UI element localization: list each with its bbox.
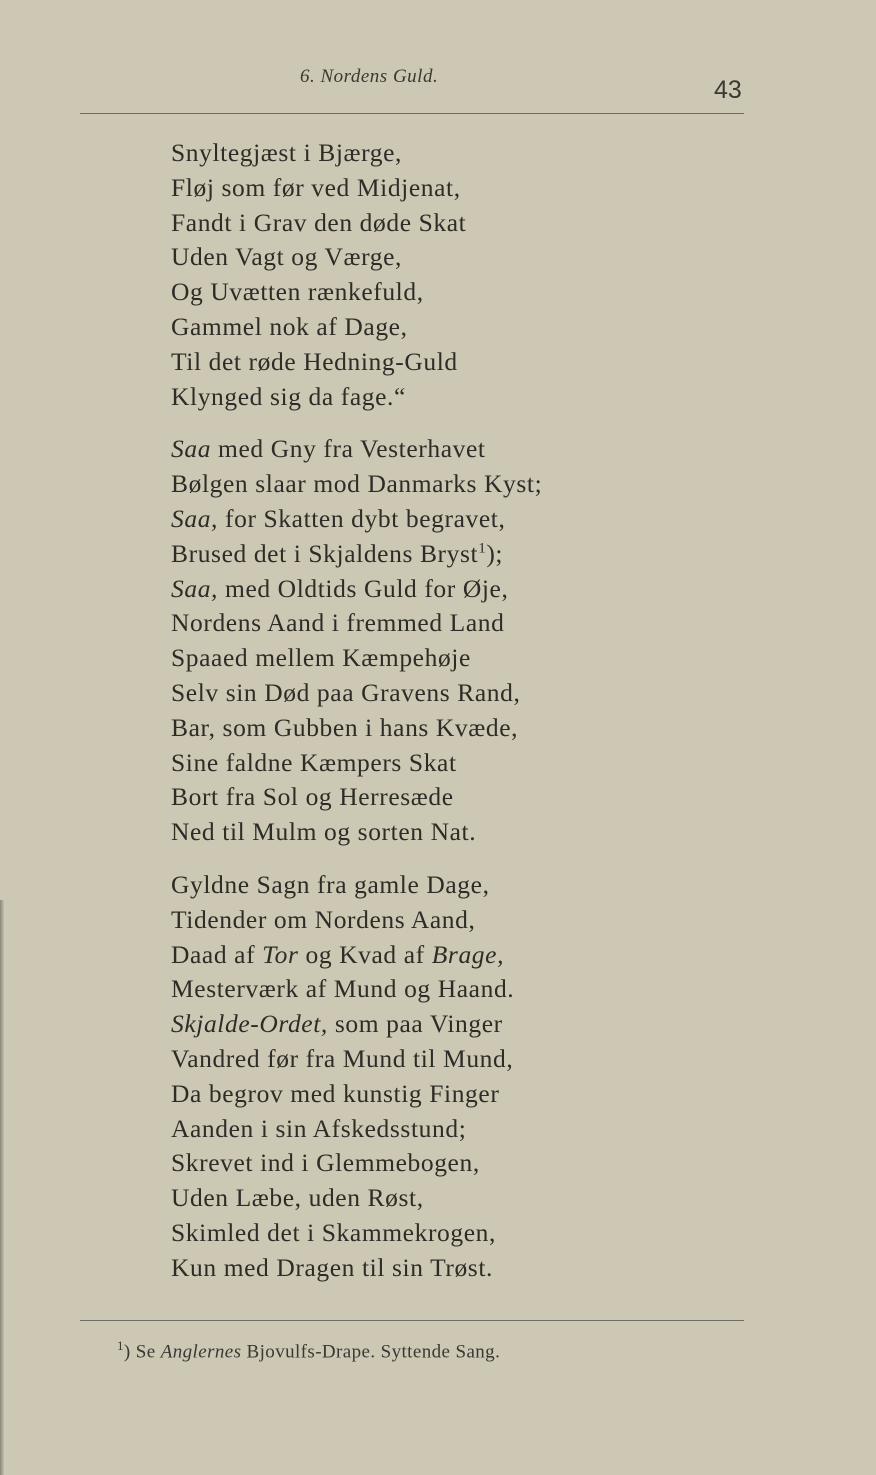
line-text: Uden Vagt og Værge, (171, 242, 402, 272)
poem-line (171, 380, 731, 415)
header-rule (80, 113, 744, 114)
line-text: Uden Læbe, uden Røst, (171, 1183, 424, 1213)
italic-text: Tor (262, 939, 299, 969)
poem-body (171, 136, 731, 1304)
line-text: Skimled det i Skammekrogen, (171, 1217, 496, 1247)
italic-text: Saa, (171, 573, 219, 603)
footnote-rest: Bjovulfs-Drape. Syttende Sang. (241, 1341, 501, 1363)
poem-line (171, 310, 731, 345)
poem-line (171, 467, 731, 502)
footnote-italic-title: Anglernes (160, 1341, 242, 1363)
stanza (171, 136, 731, 414)
italic-text: Brage, (431, 939, 505, 969)
line-text: Brused det i Skjaldens Bryst (171, 538, 479, 568)
poem-line (171, 572, 731, 607)
footnote-marker: 1 (117, 1338, 124, 1353)
poem-line (171, 1146, 731, 1181)
line-text: Mesterværk af Mund og Haand. (171, 974, 515, 1004)
poem-line (171, 136, 731, 171)
line-text: Da begrov med kunstig Finger (171, 1078, 500, 1108)
poem-line (171, 240, 731, 275)
stanza (171, 868, 731, 1286)
poem-line (171, 1042, 731, 1077)
line-text: Gammel nok af Dage, (171, 311, 408, 341)
page-number: 43 (714, 76, 742, 104)
poem-line (171, 345, 731, 380)
poem-line (171, 537, 731, 572)
poem-line (171, 606, 731, 641)
line-text: Og Uvætten rænkefuld, (171, 277, 424, 307)
line-text: Daad af (171, 939, 263, 969)
line-text: Snyltegjæst i Bjærge, (171, 138, 403, 167)
poem-line (171, 1007, 731, 1042)
poem-line (171, 206, 731, 241)
poem-line (171, 746, 731, 781)
poem-line (171, 1251, 731, 1286)
running-head: 6. Nordens Guld. (300, 66, 439, 87)
footnote-marker-close: ) (123, 1341, 131, 1363)
line-text: Klynged sig da fage.“ (171, 381, 406, 411)
poem-line (171, 432, 731, 467)
line-text: Ned til Mulm og sorten Nat. (171, 817, 477, 847)
poem-line (171, 171, 731, 206)
line-text: Til det røde Hedning-Guld (171, 346, 458, 376)
poem-line (171, 711, 731, 746)
line-text: Gyldne Sagn fra gamle Dage, (171, 869, 490, 899)
poem-line (171, 1181, 731, 1216)
italic-text: Saa, (171, 503, 219, 533)
poem-line (171, 868, 731, 903)
line-text: og Kvad af (298, 939, 432, 969)
line-text: med Oldtids Guld for Øje, (218, 573, 509, 603)
line-text: Aanden i sin Afskedsstund; (171, 1113, 467, 1143)
poem-line (171, 1112, 731, 1147)
footnote-rule (80, 1320, 744, 1321)
poem-line (171, 1077, 731, 1112)
line-text: Vandred før fra Mund til Mund, (171, 1043, 514, 1073)
line-text: Kun med Dragen til sin Trøst. (171, 1252, 493, 1282)
line-text: Bølgen slaar mod Danmarks Kyst; (171, 469, 543, 499)
line-text: Fandt i Grav den døde Skat (171, 207, 467, 237)
line-text: med Gny fra Vesterhavet (211, 434, 486, 464)
poem-line (171, 275, 731, 310)
line-text: Bort fra Sol og Herresæde (171, 782, 454, 812)
footnote (117, 1338, 500, 1363)
line-text: ); (486, 538, 504, 568)
poem-line (171, 903, 731, 938)
line-text: Sine faldne Kæmpers Skat (171, 747, 457, 777)
italic-text: Saa (171, 434, 212, 464)
line-text: for Skatten dybt begravet, (218, 503, 506, 533)
line-text: som paa Vinger (327, 1009, 503, 1039)
poem-line (171, 1216, 731, 1251)
footnote-prefix: Se (130, 1341, 161, 1363)
poem-line (171, 780, 731, 815)
line-text: Spaaed mellem Kæmpehøje (171, 643, 471, 673)
poem-line (171, 502, 731, 537)
page-edge-shadow (0, 900, 4, 1475)
line-text: Selv sin Død paa Gravens Rand, (171, 677, 521, 707)
line-text: Tidender om Nordens Aand, (171, 904, 476, 934)
poem-line (171, 641, 731, 676)
poem-line (171, 815, 731, 850)
line-text: Fløj som før ved Midjenat, (171, 172, 461, 202)
stanza (171, 432, 731, 850)
line-text: Skrevet ind i Glemmebogen, (171, 1148, 480, 1178)
poem-line (171, 938, 731, 973)
line-text: Nordens Aand i fremmed Land (171, 608, 505, 638)
line-text: Bar, som Gubben i hans Kvæde, (171, 712, 519, 742)
footnote-reference: 1 (478, 540, 487, 557)
poem-line (171, 972, 731, 1007)
italic-text: Skjalde-Ordet, (171, 1009, 328, 1039)
poem-line (171, 676, 731, 711)
